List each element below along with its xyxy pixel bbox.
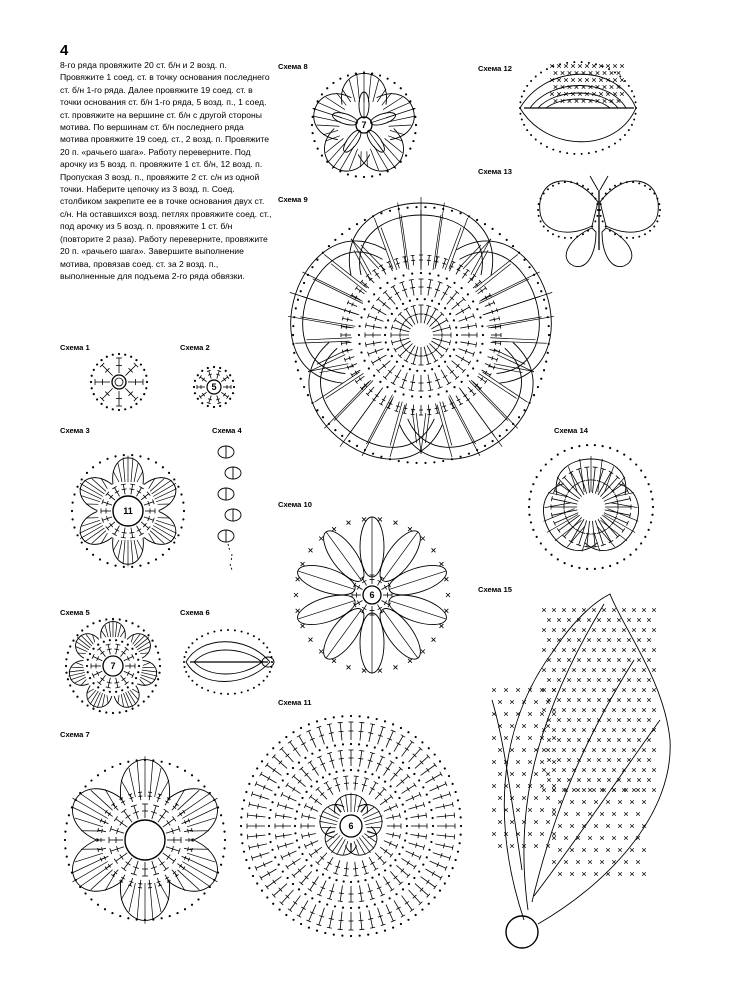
intro-text: 8-го ряда провяжите 20 ст. б/н и 2 возд. п. Провяжите 1 соед. ст. в точку основания последнего ст. б/н 1-го ряда. Далее провяжите 19 соед. ст. в точки основания ст. б/н 1-го ряда, 5 возд. п., 1 соед. ст. провяжите на вершине ст. б/н с другой стороны мотива. По вершинам ст. б/н последнего ряда мотива провяжите 19 соед. ст., 2 возд. п. Провяжите 20 п. «рачьего шага». Работу переверните. Под арочку из 5 возд. п. провяжите 1 ст. б/н, 12 возд. п. Пропуская 3 возд. п., провяжите 2 ст. с/н из одной точки. Наберите цепочку из 3 возд. п. Соед. столбиком закрепите ее в точке основания двух ст. с/н. На оставшихся возд. петлях провяжите соед. ст., под арочку из 5 возд. п. провяжите 1 ст. б/н (повторите 2 раза). Работу переверните, провяжите 20 п. «рачьего шага». Завершите выполнение мотива, провязав соед. ст. за 2 возд. п., выполненные для подъема 2-го ряда обвязки. xyxy=(60,60,272,281)
svg-text:5: 5 xyxy=(211,382,217,392)
scheme-11-diagram xyxy=(236,708,466,944)
scheme-11-label: Схема 11 xyxy=(278,698,312,707)
scheme-1-label: Схема 1 xyxy=(60,343,90,352)
scheme-14-label: Схема 14 xyxy=(554,426,588,435)
scheme-5-label: Схема 5 xyxy=(60,608,90,617)
scheme-9-diagram xyxy=(282,195,560,475)
scheme-12-label: Схема 12 xyxy=(478,64,512,73)
svg-text:6: 6 xyxy=(369,590,375,600)
scheme-1-diagram xyxy=(82,350,156,414)
scheme-15-label: Схема 15 xyxy=(478,585,512,594)
scheme-2-diagram xyxy=(190,364,238,410)
scheme-4-label: Схема 4 xyxy=(212,426,242,435)
scheme-5-diagram xyxy=(62,616,164,716)
scheme-4-diagram xyxy=(212,440,246,572)
svg-text:7: 7 xyxy=(110,661,116,671)
scheme-8-label: Схема 8 xyxy=(278,62,308,71)
scheme-2-label: Схема 2 xyxy=(180,343,210,352)
scheme-10-diagram xyxy=(288,510,456,680)
scheme-13-label: Схема 13 xyxy=(478,167,512,176)
scheme-13-diagram xyxy=(532,172,666,272)
scheme-8-diagram xyxy=(306,66,422,184)
scheme-6-label: Схема 6 xyxy=(180,608,210,617)
scheme-3-label: Схема 3 xyxy=(60,426,90,435)
scheme-9-label: Схема 9 xyxy=(278,195,308,204)
scheme-3-diagram xyxy=(66,447,190,575)
svg-text:7: 7 xyxy=(361,120,367,130)
svg-text:11: 11 xyxy=(123,506,133,516)
page-number: 4 xyxy=(60,42,69,59)
scheme-7-diagram xyxy=(62,742,228,938)
scheme-15-diagram xyxy=(464,590,678,952)
svg-text:6: 6 xyxy=(348,821,354,831)
scheme-10-label: Схема 10 xyxy=(278,500,312,509)
scheme-6-diagram xyxy=(180,626,278,698)
scheme-12-diagram xyxy=(516,58,640,158)
scheme-14-diagram xyxy=(516,440,666,574)
scheme-7-label: Схема 7 xyxy=(60,730,90,739)
